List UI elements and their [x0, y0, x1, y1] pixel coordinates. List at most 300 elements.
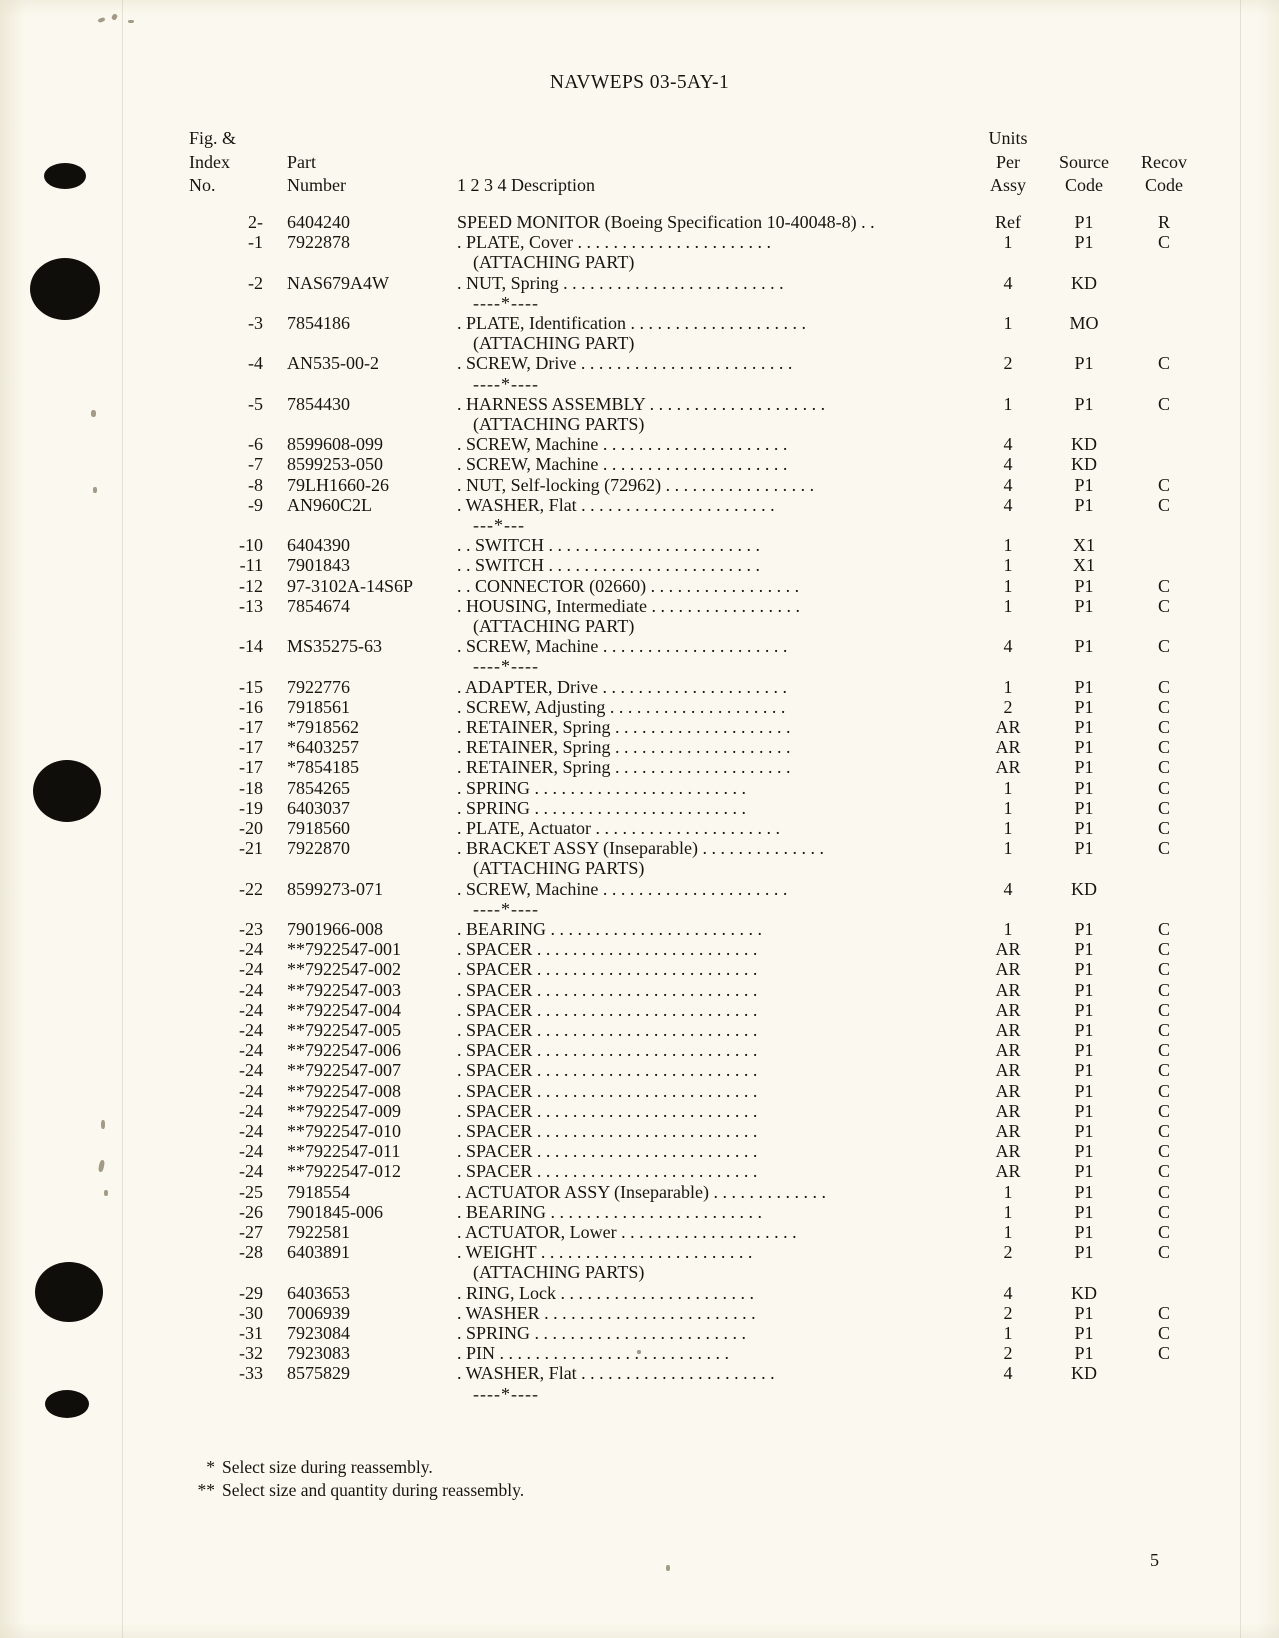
- row-units-per-assy: AR: [995, 1100, 1021, 1121]
- row-description: . HOUSING, Intermediate . . . . . . . . . . . . . . . . .: [457, 595, 800, 616]
- row-units-per-assy: 1: [1003, 313, 1013, 333]
- table-row: [189, 1283, 1189, 1303]
- row-recov-code: C: [1157, 757, 1170, 778]
- row-source-code: P1: [1074, 1242, 1094, 1263]
- row-index-number: -24: [239, 959, 263, 980]
- row-units-per-assy: AR: [995, 1020, 1021, 1040]
- table-row: [189, 798, 1189, 818]
- table-row: [189, 1141, 1189, 1161]
- row-index-number: -17: [239, 717, 263, 737]
- table-row: [189, 434, 1189, 454]
- row-units-per-assy: 4: [1003, 474, 1013, 495]
- row-description: . SPACER . . . . . . . . . . . . . . . . . . . . . . . . .: [457, 1040, 758, 1061]
- table-row: [189, 1121, 1189, 1141]
- row-units-per-assy: AR: [995, 1121, 1021, 1141]
- row-units-per-assy: 1: [1003, 676, 1013, 697]
- header-units-line-3: Assy: [989, 175, 1026, 195]
- row-recov-code: C: [1157, 393, 1170, 414]
- row-description: . WASHER . . . . . . . . . . . . . . . . . . . . . . . .: [457, 1302, 756, 1323]
- row-recov-code: C: [1157, 979, 1170, 1000]
- row-group-separator: ----*----: [473, 1383, 539, 1404]
- row-units-per-assy: 1: [1003, 919, 1013, 939]
- row-units-per-assy: AR: [995, 939, 1021, 960]
- row-index-number: -24: [239, 999, 263, 1020]
- row-source-code: P1: [1074, 717, 1094, 737]
- row-part-number: **7922547-011: [287, 1141, 401, 1162]
- row-part-number: 97-3102A-14S6P: [287, 575, 414, 596]
- row-index-number: 2-: [248, 212, 263, 232]
- row-description: . SPACER . . . . . . . . . . . . . . . . . . . . . . . . .: [457, 1080, 758, 1101]
- row-recov-code: C: [1157, 676, 1170, 697]
- row-part-number: 6404240: [287, 212, 350, 232]
- table-row: [189, 677, 1189, 697]
- row-part-number: 7901843: [287, 555, 350, 576]
- row-source-code: P1: [1074, 353, 1094, 374]
- row-group-separator: ----*----: [473, 292, 539, 313]
- row-description: . SPACER . . . . . . . . . . . . . . . . . . . . . . . . .: [457, 1121, 758, 1141]
- table-row: [189, 454, 1189, 474]
- row-source-code: P1: [1074, 979, 1094, 1000]
- row-recov-code: C: [1157, 1080, 1170, 1101]
- header-part-line-3: Number: [287, 175, 346, 195]
- row-source-code: KD: [1071, 272, 1097, 293]
- row-part-number: 7923084: [287, 1323, 350, 1343]
- row-recov-code: C: [1157, 1121, 1170, 1141]
- footnote-marker: **: [197, 1480, 215, 1500]
- row-description: . SCREW, Machine . . . . . . . . . . . . . . . . . . . . .: [457, 434, 788, 455]
- row-units-per-assy: 1: [1003, 595, 1013, 616]
- row-source-code: X1: [1073, 555, 1095, 576]
- row-index-number: -16: [239, 696, 263, 717]
- row-recov-code: C: [1157, 595, 1170, 616]
- row-units-per-assy: 1: [1003, 555, 1013, 576]
- row-source-code: P1: [1074, 777, 1094, 798]
- row-attaching-parts-note: (ATTACHING PARTS): [473, 858, 645, 879]
- row-part-number: 6403891: [287, 1242, 350, 1263]
- header-units-line-2: Per: [996, 151, 1020, 172]
- row-recov-code: C: [1157, 1161, 1170, 1182]
- row-part-number: 7854674: [287, 595, 350, 616]
- row-description: . . SWITCH . . . . . . . . . . . . . . . . . . . . . . . .: [457, 555, 760, 576]
- row-recov-code: R: [1157, 212, 1170, 232]
- table-row: [189, 212, 1189, 232]
- row-part-number: 7922776: [287, 676, 350, 697]
- row-units-per-assy: 4: [1003, 1363, 1013, 1384]
- row-description: . SCREW, Machine . . . . . . . . . . . . . . . . . . . . .: [457, 454, 788, 475]
- row-index-number: -28: [239, 1242, 263, 1263]
- table-row: [189, 1040, 1189, 1060]
- row-index-number: -32: [239, 1343, 263, 1364]
- row-part-number: 8599253-050: [287, 454, 383, 475]
- table-row: [189, 475, 1189, 495]
- footnotes: [189, 1456, 889, 1502]
- table-row: [189, 1000, 1189, 1020]
- row-part-number: *6403257: [287, 737, 359, 758]
- row-description: . SPRING . . . . . . . . . . . . . . . . . . . . . . . .: [457, 777, 747, 798]
- footnote-2: [189, 1479, 889, 1502]
- row-index-number: -24: [239, 1121, 263, 1141]
- header-recov-line-2: Recov: [1141, 151, 1187, 172]
- row-recov-code: C: [1157, 959, 1170, 980]
- row-recov-code: C: [1157, 696, 1170, 717]
- row-description: . SPACER . . . . . . . . . . . . . . . . . . . . . . . . .: [457, 939, 758, 960]
- page-number: 5: [1150, 1550, 1159, 1570]
- table-header-line-2: [189, 152, 1189, 176]
- row-source-code: P1: [1074, 636, 1094, 657]
- row-recov-code: C: [1157, 494, 1170, 515]
- row-index-number: -25: [239, 1181, 263, 1202]
- row-description: . BRACKET ASSY (Inseparable) . . . . . . . . . . . . . .: [457, 838, 824, 859]
- row-index-number: -24: [239, 1060, 263, 1081]
- row-source-code: P1: [1074, 474, 1094, 495]
- row-description: . SPACER . . . . . . . . . . . . . . . . . . . . . . . . .: [457, 979, 758, 1000]
- row-units-per-assy: 2: [1003, 353, 1013, 374]
- row-index-number: -14: [239, 636, 263, 657]
- row-part-number: **7922547-007: [287, 1060, 401, 1081]
- row-description: . PIN . . . . . . . . . . . . . . . . . . . . . . . . . .: [457, 1343, 730, 1364]
- header-index-line-3: No.: [189, 175, 216, 195]
- row-units-per-assy: 2: [1003, 1242, 1013, 1263]
- row-units-per-assy: 1: [1003, 797, 1013, 818]
- row-source-code: P1: [1074, 737, 1094, 758]
- row-description: . SCREW, Machine . . . . . . . . . . . . . . . . . . . . .: [457, 878, 788, 899]
- row-index-number: -4: [248, 353, 263, 374]
- row-index-number: -24: [239, 1141, 263, 1162]
- row-description: . SCREW, Adjusting . . . . . . . . . . . . . . . . . . . .: [457, 696, 786, 717]
- row-units-per-assy: 4: [1003, 272, 1013, 293]
- row-part-number: 7006939: [287, 1302, 350, 1323]
- row-description: . BEARING . . . . . . . . . . . . . . . . . . . . . . . .: [457, 1201, 762, 1222]
- row-description: . RETAINER, Spring . . . . . . . . . . . . . . . . . . . .: [457, 737, 791, 758]
- row-description: . SPACER . . . . . . . . . . . . . . . . . . . . . . . . .: [457, 1161, 758, 1182]
- row-source-code: KD: [1071, 454, 1097, 475]
- row-part-number: AN535-00-2: [287, 353, 379, 374]
- row-recov-code: C: [1157, 1100, 1170, 1121]
- parts-table-body: [189, 212, 1189, 1404]
- row-index-number: -6: [248, 434, 263, 455]
- row-part-number: 8575829: [287, 1363, 350, 1384]
- row-recov-code: C: [1157, 919, 1170, 939]
- row-index-number: -15: [239, 676, 263, 697]
- table-row: [189, 394, 1189, 414]
- row-part-number: 7922581: [287, 1222, 350, 1242]
- row-group-separator: ----*----: [473, 373, 539, 394]
- row-index-number: -33: [239, 1363, 263, 1384]
- row-source-code: MO: [1069, 313, 1099, 333]
- row-index-number: -2: [248, 272, 263, 293]
- table-row: [189, 1020, 1189, 1040]
- table-row: [189, 232, 1189, 252]
- row-index-number: -24: [239, 1080, 263, 1101]
- table-header: [189, 128, 1189, 200]
- row-recov-code: C: [1157, 1323, 1170, 1343]
- row-recov-code: C: [1157, 1020, 1170, 1040]
- row-part-number: 7854430: [287, 393, 350, 414]
- row-group-separator: ---*---: [473, 515, 525, 535]
- row-index-number: -1: [248, 232, 263, 253]
- row-description: . HARNESS ASSEMBLY . . . . . . . . . . . . . . . . . . . .: [457, 393, 826, 414]
- row-source-code: KD: [1071, 434, 1097, 455]
- row-index-number: -27: [239, 1222, 263, 1242]
- row-source-code: P1: [1074, 212, 1094, 232]
- row-source-code: P1: [1074, 1222, 1094, 1242]
- row-recov-code: C: [1157, 575, 1170, 596]
- row-recov-code: C: [1157, 797, 1170, 818]
- header-units-line-1: Units: [988, 128, 1028, 148]
- row-index-number: -24: [239, 1161, 263, 1182]
- row-part-number: **7922547-001: [287, 939, 401, 960]
- row-units-per-assy: Ref: [995, 212, 1021, 232]
- row-part-number: 7923083: [287, 1343, 350, 1364]
- row-source-code: P1: [1074, 1040, 1094, 1061]
- table-row: [189, 495, 1189, 515]
- row-units-per-assy: 4: [1003, 1282, 1013, 1303]
- table-row: [189, 576, 1189, 596]
- row-description: . SPACER . . . . . . . . . . . . . . . . . . . . . . . . .: [457, 1100, 758, 1121]
- row-source-code: P1: [1074, 1141, 1094, 1162]
- row-source-code: P1: [1074, 1100, 1094, 1121]
- row-recov-code: C: [1157, 838, 1170, 859]
- row-index-number: -31: [239, 1323, 263, 1343]
- row-description: . ACTUATOR ASSY (Inseparable) . . . . . . . . . . . . .: [457, 1181, 826, 1202]
- header-source-line-2: Source: [1059, 151, 1109, 172]
- row-index-number: -17: [239, 737, 263, 758]
- row-description: . NUT, Spring . . . . . . . . . . . . . . . . . . . . . . . . .: [457, 272, 784, 293]
- table-row: [189, 1161, 1189, 1181]
- row-recov-code: C: [1157, 999, 1170, 1020]
- header-source-line-3: Code: [1065, 175, 1103, 195]
- row-index-number: -5: [248, 393, 263, 414]
- row-source-code: P1: [1074, 1080, 1094, 1101]
- row-part-number: 6403653: [287, 1282, 350, 1303]
- row-index-number: -30: [239, 1302, 263, 1323]
- table-row: [189, 1182, 1189, 1202]
- row-units-per-assy: AR: [995, 757, 1021, 778]
- row-units-per-assy: AR: [995, 1161, 1021, 1182]
- row-attaching-parts-note: (ATTACHING PART): [473, 333, 635, 354]
- row-units-per-assy: 2: [1003, 1302, 1013, 1323]
- row-recov-code: C: [1157, 1343, 1170, 1364]
- header-desc-line-3: 1 2 3 4 Description: [457, 175, 595, 195]
- row-recov-code: C: [1157, 818, 1170, 838]
- row-description: . SPACER . . . . . . . . . . . . . . . . . . . . . . . . .: [457, 999, 758, 1020]
- row-source-code: P1: [1074, 1161, 1094, 1182]
- row-description: . SCREW, Drive . . . . . . . . . . . . . . . . . . . . . . . .: [457, 353, 793, 374]
- row-description: . SPACER . . . . . . . . . . . . . . . . . . . . . . . . .: [457, 959, 758, 980]
- row-units-per-assy: AR: [995, 1040, 1021, 1061]
- row-recov-code: C: [1157, 474, 1170, 495]
- row-source-code: P1: [1074, 1302, 1094, 1323]
- table-row: [189, 353, 1189, 373]
- row-source-code: P1: [1074, 1181, 1094, 1202]
- row-units-per-assy: AR: [995, 1060, 1021, 1081]
- row-source-code: P1: [1074, 919, 1094, 939]
- row-description: . WEIGHT . . . . . . . . . . . . . . . . . . . . . . . .: [457, 1242, 753, 1263]
- row-description: . . SWITCH . . . . . . . . . . . . . . . . . . . . . . . .: [457, 535, 760, 556]
- row-part-number: 8599273-071: [287, 878, 383, 899]
- row-units-per-assy: AR: [995, 737, 1021, 758]
- row-part-number: **7922547-006: [287, 1040, 401, 1061]
- row-part-number: 7922878: [287, 232, 350, 253]
- row-part-number: MS35275-63: [287, 636, 383, 657]
- row-source-code: P1: [1074, 959, 1094, 980]
- row-recov-code: C: [1157, 353, 1170, 374]
- row-part-number: 6403037: [287, 797, 350, 818]
- row-units-per-assy: 4: [1003, 454, 1013, 475]
- table-row: [189, 757, 1189, 777]
- row-description: . ADAPTER, Drive . . . . . . . . . . . . . . . . . . . . .: [457, 676, 787, 697]
- row-units-per-assy: 1: [1003, 818, 1013, 838]
- row-description: . PLATE, Identification . . . . . . . . . . . . . . . . . . . .: [457, 313, 806, 333]
- table-row: [189, 838, 1189, 858]
- row-attaching-parts-note: (ATTACHING PART): [473, 252, 635, 273]
- row-recov-code: C: [1157, 1181, 1170, 1202]
- row-source-code: P1: [1074, 575, 1094, 596]
- row-index-number: -12: [239, 575, 263, 596]
- row-attaching-parts-note: (ATTACHING PARTS): [473, 1262, 645, 1283]
- row-source-code: P1: [1074, 1121, 1094, 1141]
- row-part-number: AN960C2L: [287, 494, 372, 515]
- row-units-per-assy: AR: [995, 1080, 1021, 1101]
- footnote-text: Select size and quantity during reassembly.: [222, 1480, 525, 1500]
- row-attaching-parts-note: (ATTACHING PARTS): [473, 414, 645, 434]
- row-group-separator: ----*----: [473, 656, 539, 677]
- table-row: [189, 1242, 1189, 1262]
- header-part-line-2: Part: [287, 151, 316, 172]
- row-index-number: -24: [239, 1040, 263, 1061]
- row-description: . WASHER, Flat . . . . . . . . . . . . . . . . . . . . . .: [457, 1363, 775, 1384]
- row-units-per-assy: AR: [995, 717, 1021, 737]
- row-units-per-assy: AR: [995, 959, 1021, 980]
- row-source-code: P1: [1074, 393, 1094, 414]
- row-part-number: **7922547-008: [287, 1080, 401, 1101]
- table-row: [189, 717, 1189, 737]
- row-part-number: NAS679A4W: [287, 272, 389, 293]
- row-source-code: KD: [1071, 1282, 1097, 1303]
- row-description: . SPACER . . . . . . . . . . . . . . . . . . . . . . . . .: [457, 1020, 758, 1040]
- row-units-per-assy: 4: [1003, 434, 1013, 455]
- row-part-number: **7922547-009: [287, 1100, 401, 1121]
- table-row: [189, 697, 1189, 717]
- row-part-number: 7901845-006: [287, 1201, 383, 1222]
- row-description: SPEED MONITOR (Boeing Specification 10-40048-8) . .: [457, 212, 875, 232]
- row-description: . BEARING . . . . . . . . . . . . . . . . . . . . . . . .: [457, 919, 762, 939]
- row-index-number: -24: [239, 939, 263, 960]
- row-recov-code: C: [1157, 1060, 1170, 1081]
- row-units-per-assy: 4: [1003, 636, 1013, 657]
- row-units-per-assy: 1: [1003, 1201, 1013, 1222]
- row-source-code: P1: [1074, 1020, 1094, 1040]
- row-index-number: -3: [248, 313, 263, 333]
- row-units-per-assy: 4: [1003, 878, 1013, 899]
- row-index-number: -17: [239, 757, 263, 778]
- table-row: [189, 313, 1189, 333]
- row-part-number: **7922547-002: [287, 959, 401, 980]
- row-part-number: 7854265: [287, 777, 350, 798]
- header-recov-line-3: Code: [1145, 175, 1183, 195]
- header-index-line-2: Index: [189, 151, 230, 172]
- table-row: [189, 1081, 1189, 1101]
- document-title: NAVWEPS 03-5AY-1: [549, 72, 730, 93]
- row-source-code: P1: [1074, 939, 1094, 960]
- row-description: . SPRING . . . . . . . . . . . . . . . . . . . . . . . .: [457, 1323, 747, 1343]
- row-recov-code: C: [1157, 717, 1170, 737]
- table-row: [189, 535, 1189, 555]
- row-index-number: -24: [239, 979, 263, 1000]
- row-index-number: -19: [239, 797, 263, 818]
- row-source-code: P1: [1074, 1201, 1094, 1222]
- table-row: [189, 596, 1189, 616]
- row-recov-code: C: [1157, 777, 1170, 798]
- row-part-number: **7922547-012: [287, 1161, 401, 1182]
- row-index-number: -24: [239, 1020, 263, 1040]
- row-description: . RETAINER, Spring . . . . . . . . . . . . . . . . . . . .: [457, 717, 791, 737]
- table-header-line-3: [189, 175, 1189, 199]
- row-units-per-assy: 2: [1003, 696, 1013, 717]
- row-index-number: -8: [248, 474, 263, 495]
- row-units-per-assy: 2: [1003, 1343, 1013, 1364]
- row-units-per-assy: 1: [1003, 232, 1013, 253]
- row-index-number: -26: [239, 1201, 263, 1222]
- row-part-number: 7922870: [287, 838, 350, 859]
- row-index-number: -29: [239, 1282, 263, 1303]
- row-source-code: P1: [1074, 1343, 1094, 1364]
- table-row: [189, 1222, 1189, 1242]
- table-row: [189, 778, 1189, 798]
- footnote-text: Select size during reassembly.: [222, 1457, 433, 1477]
- row-source-code: KD: [1071, 878, 1097, 899]
- row-index-number: -23: [239, 919, 263, 939]
- row-units-per-assy: 1: [1003, 535, 1013, 556]
- row-units-per-assy: 1: [1003, 1181, 1013, 1202]
- row-units-per-assy: AR: [995, 1141, 1021, 1162]
- row-units-per-assy: 1: [1003, 1222, 1013, 1242]
- row-index-number: -21: [239, 838, 263, 859]
- table-row: [189, 273, 1189, 293]
- table-row: [189, 939, 1189, 959]
- table-header-line-1: [189, 128, 1189, 152]
- row-units-per-assy: 4: [1003, 494, 1013, 515]
- row-source-code: P1: [1074, 232, 1094, 253]
- row-source-code: P1: [1074, 757, 1094, 778]
- row-source-code: P1: [1074, 797, 1094, 818]
- row-units-per-assy: 1: [1003, 777, 1013, 798]
- row-units-per-assy: 1: [1003, 1323, 1013, 1343]
- row-part-number: 7854186: [287, 313, 350, 333]
- table-row: [189, 1303, 1189, 1323]
- row-description: . RETAINER, Spring . . . . . . . . . . . . . . . . . . . .: [457, 757, 791, 778]
- row-units-per-assy: 1: [1003, 838, 1013, 859]
- row-source-code: P1: [1074, 1323, 1094, 1343]
- header-index-line-1: Fig. &: [189, 128, 237, 148]
- row-recov-code: C: [1157, 1242, 1170, 1263]
- row-description: . WASHER, Flat . . . . . . . . . . . . . . . . . . . . . .: [457, 494, 775, 515]
- row-part-number: 7918560: [287, 818, 350, 838]
- row-description: . PLATE, Cover . . . . . . . . . . . . . . . . . . . . . .: [457, 232, 771, 253]
- row-part-number: 7901966-008: [287, 919, 383, 939]
- row-source-code: P1: [1074, 999, 1094, 1020]
- row-recov-code: C: [1157, 232, 1170, 253]
- row-part-number: *7918562: [287, 717, 359, 737]
- row-part-number: *7854185: [287, 757, 359, 778]
- row-index-number: -18: [239, 777, 263, 798]
- table-row: [189, 636, 1189, 656]
- row-source-code: P1: [1074, 1060, 1094, 1081]
- table-row: [189, 1343, 1189, 1363]
- row-part-number: 6404390: [287, 535, 350, 556]
- row-index-number: -24: [239, 1100, 263, 1121]
- row-recov-code: C: [1157, 737, 1170, 758]
